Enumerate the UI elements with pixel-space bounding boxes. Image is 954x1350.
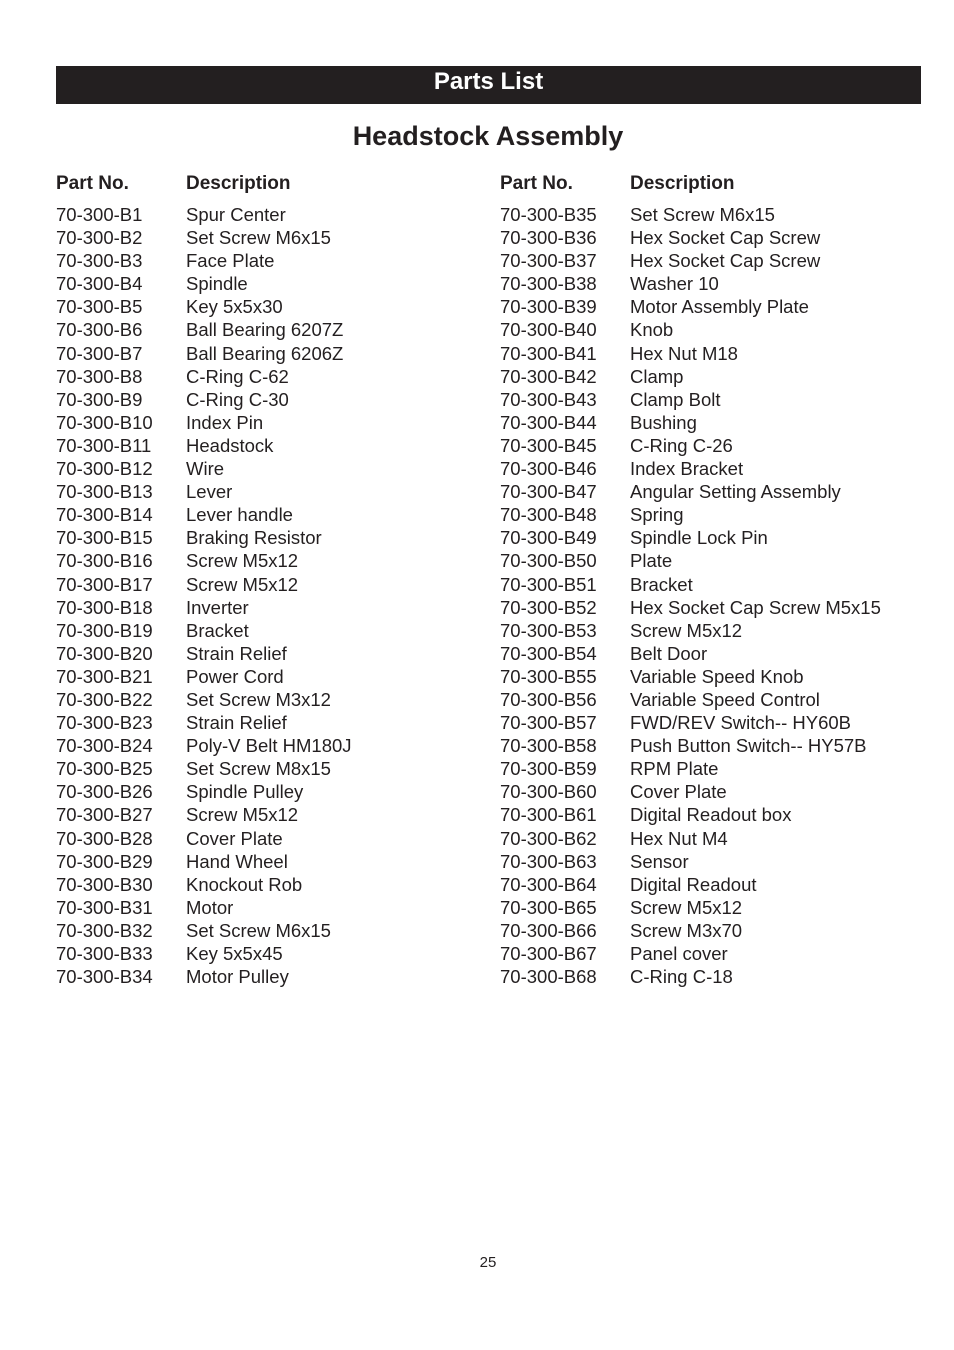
part-description: Index Pin (186, 411, 264, 433)
part-description: Plate (630, 550, 673, 572)
table-row (56, 596, 486, 619)
part-description: Key 5x5x45 (186, 943, 283, 964)
part-number: 70-300-B29 (56, 850, 153, 872)
table-row (500, 480, 930, 503)
table-row (56, 688, 486, 711)
part-number: 70-300-B18 (56, 596, 153, 618)
part-description: Motor Pulley (186, 966, 289, 988)
part-description: Key 5x5x30 (186, 296, 283, 318)
table-row (56, 318, 486, 341)
table-row (500, 734, 930, 757)
part-number: 70-300-B27 (56, 804, 153, 826)
part-description: Inverter (186, 596, 249, 618)
part-description: Hex Nut M18 (630, 342, 738, 364)
part-number: 70-300-B23 (56, 712, 153, 734)
part-number: 70-300-B43 (500, 388, 597, 410)
part-number: 70-300-B7 (56, 342, 143, 364)
part-number: 70-300-B52 (500, 596, 597, 618)
table-row (56, 457, 486, 480)
table-row (56, 873, 486, 896)
table-row (56, 965, 486, 988)
part-number: 70-300-B37 (500, 250, 597, 272)
parts-rows-left (56, 203, 486, 988)
part-number: 70-300-B1 (56, 204, 143, 225)
part-description: Clamp Bolt (630, 388, 721, 410)
part-number: 70-300-B24 (56, 735, 153, 757)
table-row (56, 827, 486, 850)
table-row (500, 342, 930, 365)
part-number: 70-300-B51 (500, 573, 597, 595)
part-number: 70-300-B8 (56, 365, 143, 387)
part-description: Braking Resistor (186, 527, 322, 549)
part-number: 70-300-B6 (56, 319, 143, 341)
part-number: 70-300-B61 (500, 804, 597, 826)
part-number: 70-300-B16 (56, 550, 153, 572)
part-description: Sensor (630, 850, 689, 872)
part-description: Screw M5x12 (630, 896, 743, 918)
table-row (500, 688, 930, 711)
table-row (500, 919, 930, 942)
part-description: Poly-V Belt HM180J (186, 735, 352, 757)
part-number: 70-300-B55 (500, 665, 597, 687)
table-row (500, 549, 930, 572)
part-number: 70-300-B19 (56, 619, 153, 641)
table-row (56, 434, 486, 457)
part-number: 70-300-B31 (56, 896, 153, 918)
table-row (500, 388, 930, 411)
part-description: FWD/REV Switch-- HY60B (630, 712, 852, 734)
part-description: Set Screw M6x15 (186, 227, 331, 249)
part-description: Variable Speed Control (630, 688, 820, 710)
part-number: 70-300-B11 (56, 434, 152, 456)
part-description: Strain Relief (186, 712, 287, 734)
table-row (56, 573, 486, 596)
part-description: Ball Bearing 6206Z (186, 342, 344, 364)
part-description: Spring (630, 504, 684, 526)
part-number: 70-300-B41 (500, 342, 597, 364)
part-number: 70-300-B42 (500, 365, 597, 387)
part-description: Digital Readout (630, 873, 757, 895)
part-description: Set Screw M8x15 (186, 758, 331, 780)
table-row (56, 226, 486, 249)
table-header (500, 170, 930, 198)
table-row (500, 295, 930, 318)
table-row (500, 850, 930, 873)
part-description: Spindle Pulley (186, 781, 304, 803)
part-description: Belt Door (630, 642, 708, 664)
table-row (500, 873, 930, 896)
part-number: 70-300-B67 (500, 943, 597, 964)
table-row (500, 503, 930, 526)
part-number: 70-300-B21 (56, 665, 153, 687)
table-row (56, 850, 486, 873)
description-header: Description (186, 173, 291, 194)
part-number: 70-300-B58 (500, 735, 597, 757)
part-description: Cover Plate (186, 827, 283, 849)
part-number: 70-300-B17 (56, 573, 153, 595)
table-row (56, 272, 486, 295)
table-row (56, 942, 486, 965)
part-description: Screw M5x12 (186, 550, 299, 572)
table-row (56, 919, 486, 942)
part-number: 70-300-B62 (500, 827, 597, 849)
part-number: 70-300-B53 (500, 619, 597, 641)
part-number: 70-300-B33 (56, 943, 153, 964)
part-number: 70-300-B56 (500, 688, 597, 710)
part-number: 70-300-B12 (56, 458, 153, 480)
part-description: Hex Socket Cap Screw (630, 227, 821, 249)
part-number: 70-300-B13 (56, 481, 153, 503)
part-number: 70-300-B49 (500, 527, 597, 549)
part-description: Bracket (186, 619, 249, 641)
table-row (56, 619, 486, 642)
table-row (500, 896, 930, 919)
part-number: 70-300-B20 (56, 642, 153, 664)
table-row (56, 480, 486, 503)
part-description: Angular Setting Assembly (630, 481, 841, 503)
part-number: 70-300-B22 (56, 688, 153, 710)
part-number: 70-300-B54 (500, 642, 597, 664)
part-number: 70-300-B60 (500, 781, 597, 803)
table-row (500, 249, 930, 272)
part-number: 70-300-B36 (500, 227, 597, 249)
table-row (500, 803, 930, 826)
table-row (56, 203, 486, 226)
part-description: Knob (630, 319, 674, 341)
part-number: 70-300-B5 (56, 296, 143, 318)
part-number: 70-300-B26 (56, 781, 153, 803)
parts-table-left (56, 170, 486, 988)
part-description: Hand Wheel (186, 850, 288, 872)
part-description: RPM Plate (630, 758, 719, 780)
part-number: 70-300-B48 (500, 504, 597, 526)
table-row (56, 526, 486, 549)
table-row (500, 965, 930, 988)
part-number: 70-300-B30 (56, 873, 153, 895)
parts-table-right (500, 170, 930, 988)
part-description: Strain Relief (186, 642, 287, 664)
part-number: 70-300-B34 (56, 966, 153, 988)
page-number: 25 (479, 1254, 497, 1271)
part-number: 70-300-B45 (500, 434, 597, 456)
part-description: Wire (186, 458, 225, 480)
table-row (500, 780, 930, 803)
part-description: Bushing (630, 411, 697, 433)
table-row (56, 342, 486, 365)
table-row (56, 734, 486, 757)
table-row (500, 365, 930, 388)
table-row (500, 642, 930, 665)
part-number: 70-300-B39 (500, 296, 597, 318)
table-row (56, 803, 486, 826)
part-description: Lever handle (186, 504, 293, 526)
part-description: Washer 10 (630, 273, 719, 295)
part-description: Variable Speed Knob (630, 665, 804, 687)
part-number: 70-300-B28 (56, 827, 153, 849)
part-description: Bracket (630, 573, 693, 595)
part-number: 70-300-B38 (500, 273, 597, 295)
part-number: 70-300-B44 (500, 411, 597, 433)
part-description: Headstock (186, 434, 274, 456)
table-row (500, 596, 930, 619)
part-description: C-Ring C-18 (630, 966, 733, 988)
part-no-header: Part No. (56, 173, 129, 194)
table-row (500, 619, 930, 642)
part-description: Knockout Rob (186, 873, 303, 895)
part-description: Hex Socket Cap Screw M5x15 (630, 596, 881, 618)
table-row (56, 642, 486, 665)
part-description: Set Screw M6x15 (630, 204, 775, 225)
part-description: Index Bracket (630, 458, 744, 480)
part-description: Cover Plate (630, 781, 727, 803)
part-description: Hex Nut M4 (630, 827, 728, 849)
part-description: Spindle (186, 273, 248, 295)
part-number: 70-300-B4 (56, 273, 143, 295)
part-description: Ball Bearing 6207Z (186, 319, 344, 341)
part-number: 70-300-B9 (56, 388, 143, 410)
part-number: 70-300-B15 (56, 527, 153, 549)
table-row (500, 827, 930, 850)
part-number: 70-300-B63 (500, 850, 597, 872)
table-row (500, 434, 930, 457)
part-description: Spindle Lock Pin (630, 527, 768, 549)
part-description: C-Ring C-62 (186, 365, 289, 387)
part-number: 70-300-B50 (500, 550, 597, 572)
parts-list-banner: Parts List (56, 66, 921, 104)
part-number: 70-300-B3 (56, 250, 143, 272)
table-header (56, 170, 486, 198)
part-description: Set Screw M6x15 (186, 919, 331, 941)
parts-rows-right (500, 203, 930, 988)
part-number: 70-300-B66 (500, 919, 597, 941)
part-description: C-Ring C-26 (630, 434, 733, 456)
part-description: C-Ring C-30 (186, 388, 289, 410)
part-description: Push Button Switch-- HY57B (630, 735, 867, 757)
part-description: Screw M5x12 (186, 573, 299, 595)
part-description: Motor Assembly Plate (630, 296, 809, 318)
part-description: Face Plate (186, 250, 275, 272)
part-number: 70-300-B57 (500, 712, 597, 734)
table-row (56, 295, 486, 318)
table-row (56, 365, 486, 388)
table-row (500, 411, 930, 434)
table-row (56, 665, 486, 688)
part-number: 70-300-B68 (500, 966, 597, 988)
part-description: Power Cord (186, 665, 284, 687)
part-number: 70-300-B59 (500, 758, 597, 780)
part-description: Digital Readout box (630, 804, 792, 826)
table-row (500, 942, 930, 965)
part-description: Motor (186, 896, 234, 918)
part-description: Spur Center (186, 204, 286, 225)
part-description: Screw M5x12 (186, 804, 299, 826)
table-row (56, 896, 486, 919)
table-row (56, 503, 486, 526)
part-number: 70-300-B47 (500, 481, 597, 503)
table-row (56, 249, 486, 272)
part-number: 70-300-B40 (500, 319, 597, 341)
table-row (500, 573, 930, 596)
table-row (500, 757, 930, 780)
table-row (500, 226, 930, 249)
part-number: 70-300-B25 (56, 758, 153, 780)
table-row (56, 388, 486, 411)
part-number: 70-300-B46 (500, 458, 597, 480)
table-row (500, 457, 930, 480)
part-number: 70-300-B65 (500, 896, 597, 918)
part-number: 70-300-B10 (56, 411, 153, 433)
table-row (500, 526, 930, 549)
part-description: Lever (186, 481, 233, 503)
part-description: Screw M5x12 (630, 619, 743, 641)
part-number: 70-300-B14 (56, 504, 153, 526)
part-description: Screw M3x70 (630, 919, 743, 941)
table-row (500, 272, 930, 295)
table-row (500, 318, 930, 341)
table-row (56, 711, 486, 734)
part-description: Set Screw M3x12 (186, 688, 331, 710)
table-row (500, 203, 930, 226)
table-row (56, 411, 486, 434)
part-description: Panel cover (630, 943, 728, 964)
part-description: Clamp (630, 365, 684, 387)
table-row (56, 757, 486, 780)
part-number: 70-300-B64 (500, 873, 597, 895)
part-number: 70-300-B35 (500, 204, 597, 225)
page-title: Headstock Assembly (352, 121, 624, 151)
table-row (56, 549, 486, 572)
table-row (500, 711, 930, 734)
table-row (500, 665, 930, 688)
part-description: Hex Socket Cap Screw (630, 250, 821, 272)
part-number: 70-300-B2 (56, 227, 143, 249)
table-row (56, 780, 486, 803)
part-number: 70-300-B32 (56, 919, 153, 941)
description-header: Description (630, 173, 735, 194)
part-no-header: Part No. (500, 173, 573, 194)
